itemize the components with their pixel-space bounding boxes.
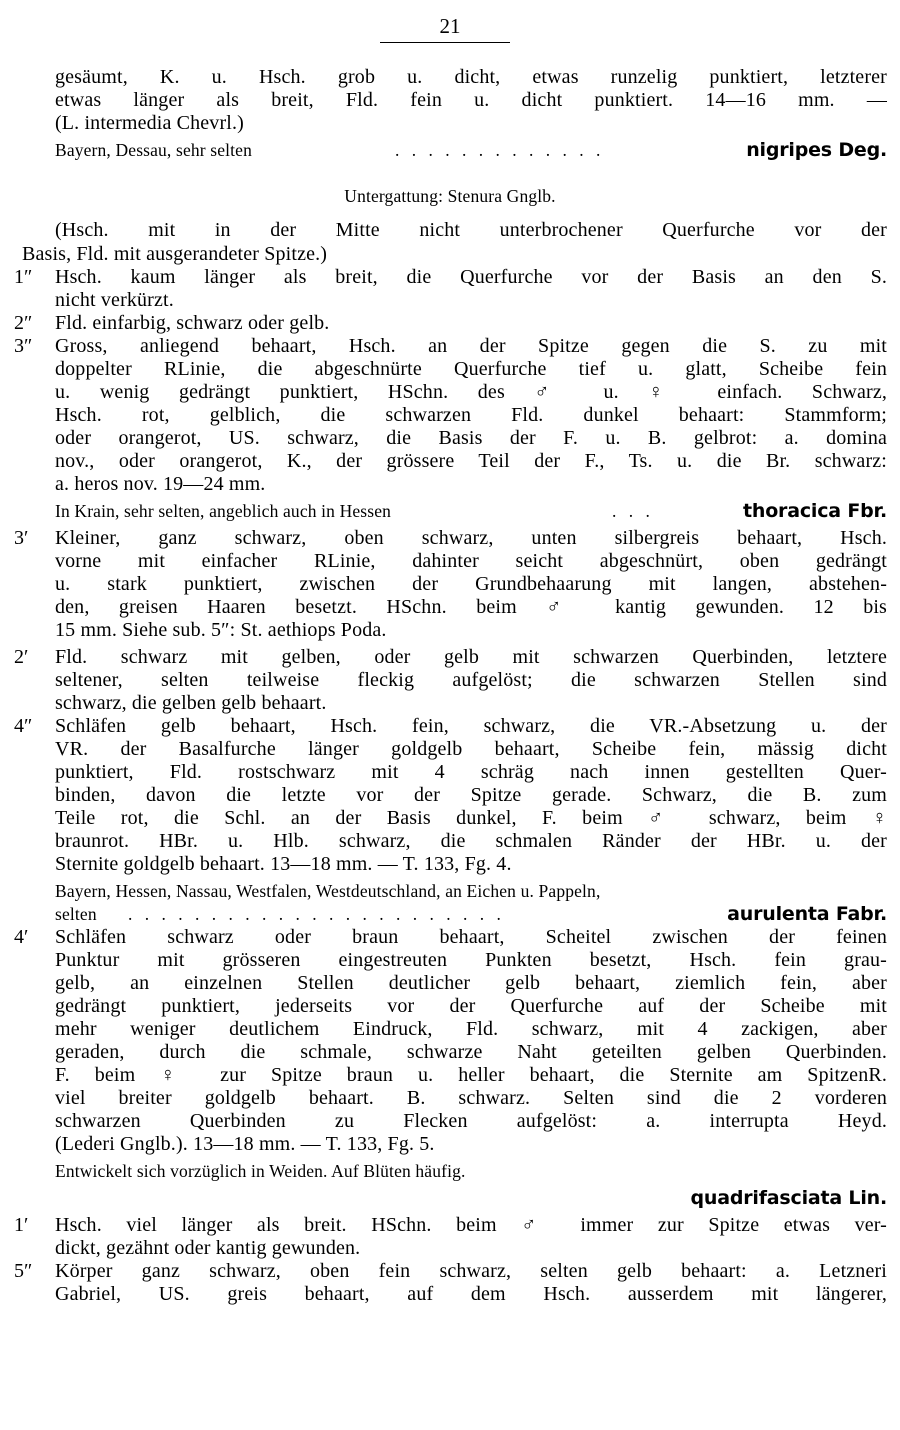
text-line: den, greisen Haaren besetzt. HSchn. beim ♂ kantig gewunden. 12 bis bbox=[55, 596, 887, 618]
text-line: schwarzen Querbinden zu Flecken aufgelöst: a. interrupta Heyd. bbox=[55, 1110, 887, 1132]
text-line: gelb, an einzelnen Stellen deutlicher gelb behaart, ziemlich fein, aber bbox=[55, 972, 887, 994]
text-line: binden, davon die letzte vor der Spitze gerade. Schwarz, die B. zum bbox=[55, 784, 887, 806]
text-line: nov., oder orangerot, K., der grössere Teil der F., Ts. u. die Br. schwarz: bbox=[55, 450, 887, 472]
text-line: schwarz, die gelben gelb behaart. bbox=[55, 692, 327, 714]
text-line: (Hsch. mit in der Mitte nicht unterbrochener Querfurche vor der bbox=[55, 219, 887, 241]
text-line: u. wenig gedrängt punktiert, HSchn. des ♂ u. ♀ einfach. Schwarz, bbox=[55, 381, 887, 403]
text-line: Schläfen gelb behaart, Hsch. fein, schwarz, die VR.-Absetzung u. der bbox=[55, 715, 887, 737]
key-number: 3′ bbox=[14, 527, 29, 549]
key-number: 5″ bbox=[14, 1260, 33, 1282]
text-line: Hsch. rot, gelblich, die schwarzen Fld. dunkel behaart: Stammform; bbox=[55, 404, 887, 426]
header-rule bbox=[380, 42, 510, 43]
leader-dots: . . . . . . . . . . . . . bbox=[395, 140, 605, 160]
text-line: VR. der Basalfurche länger goldgelb behaart, Scheibe fein, mässig dicht bbox=[55, 738, 887, 760]
text-line: Fld. einfarbig, schwarz oder gelb. bbox=[55, 312, 330, 334]
text-line: geraden, durch die schmale, schwarze Naht geteilten gelben Querbinden. bbox=[55, 1041, 887, 1063]
text-line: Punktur mit grösseren eingestreuten Punkten besetzt, Hsch. fein grau- bbox=[55, 949, 887, 971]
text-line: dickt, gezähnt oder kantig gewunden. bbox=[55, 1237, 361, 1259]
text-line: Fld. schwarz mit gelben, oder gelb mit schwarzen Querbinden, letztere bbox=[55, 646, 887, 668]
key-number: 1″ bbox=[14, 266, 33, 288]
subgenus-heading: Untergattung: Stenura Gnglb. bbox=[344, 186, 556, 206]
key-number: 2′ bbox=[14, 646, 29, 668]
text-line: Schläfen schwarz oder braun behaart, Scheitel zwischen der feinen bbox=[55, 926, 887, 948]
text-line: Gabriel, US. greis behaart, auf dem Hsch. ausserdem mit längerer, bbox=[55, 1283, 887, 1305]
text-line: 15 mm. Siehe sub. 5″: St. aethiops Poda. bbox=[55, 619, 387, 641]
text-line: seltener, selten teilweise fleckig aufgelöst; die schwarzen Stellen sind bbox=[55, 669, 887, 691]
text-line: nicht verkürzt. bbox=[55, 289, 174, 311]
text-line: Bayern, Hessen, Nassau, Westfalen, Westdeutschland, an Eichen u. Pappeln, bbox=[55, 881, 601, 901]
leader-dots: . . . . . . . . . . . . . . . . . . . . . . . bbox=[128, 904, 505, 924]
key-number: 3″ bbox=[14, 335, 33, 357]
text-line: Sternite goldgelb behaart. 13—18 mm. — T. 133, Fg. 4. bbox=[55, 853, 512, 875]
text-line: Bayern, Dessau, sehr selten bbox=[55, 140, 252, 160]
text-line: gedrängt punktiert, jederseits vor der Querfurche auf der Scheibe mit bbox=[55, 995, 887, 1017]
text-line: a. heros nov. 19—24 mm. bbox=[55, 473, 266, 495]
text-line: Basis, Fld. mit ausgerandeter Spitze.) bbox=[22, 243, 328, 265]
species-name: thoracica Fbr. bbox=[743, 500, 887, 522]
species-name: aurulenta Fabr. bbox=[727, 903, 887, 925]
text-line: (L. intermedia Chevrl.) bbox=[55, 112, 244, 134]
key-number: 2″ bbox=[14, 312, 33, 334]
page-number: 21 bbox=[439, 14, 461, 38]
text-line: selten bbox=[55, 904, 97, 924]
text-line: doppelter RLinie, die abgeschnürte Querfurche tief u. glatt, Scheibe fein bbox=[55, 358, 887, 380]
text-line: Kleiner, ganz schwarz, oben schwarz, unten silbergreis behaart, Hsch. bbox=[55, 527, 887, 549]
text-line: Entwickelt sich vorzüglich in Weiden. Auf Blüten häufig. bbox=[55, 1161, 466, 1181]
text-line: Hsch. kaum länger als breit, die Querfurche vor der Basis an den S. bbox=[55, 266, 887, 288]
text-line: braunrot. HBr. u. Hlb. schwarz, die schmalen Ränder der HBr. u. der bbox=[55, 830, 887, 852]
text-line: gesäumt, K. u. Hsch. grob u. dicht, etwas runzelig punktiert, letzterer bbox=[55, 66, 887, 88]
text-line: Teile rot, die Schl. an der Basis dunkel, F. beim ♂ schwarz, beim ♀ bbox=[55, 807, 887, 829]
text-line: etwas länger als breit, Fld. fein u. dicht punktiert. 14—16 mm. — bbox=[55, 89, 887, 111]
text-line: u. stark punktiert, zwischen der Grundbehaarung mit langen, abstehen- bbox=[55, 573, 887, 595]
key-number: 4′ bbox=[14, 926, 29, 948]
text-line: Hsch. viel länger als breit. HSchn. beim ♂ immer zur Spitze etwas ver- bbox=[55, 1214, 887, 1236]
text-line: (Lederi Gnglb.). 13—18 mm. — T. 133, Fg. 5. bbox=[55, 1133, 435, 1155]
text-line: vorne mit einfacher RLinie, dahinter seicht abgeschnürt, oben gedrängt bbox=[55, 550, 887, 572]
key-number: 1′ bbox=[14, 1214, 29, 1236]
text-line: punktiert, Fld. rostschwarz mit 4 schräg nach innen gestellten Quer- bbox=[55, 761, 887, 783]
text-line: mehr weniger deutlichem Eindruck, Fld. schwarz, mit 4 zackigen, aber bbox=[55, 1018, 887, 1040]
species-name: nigripes Deg. bbox=[746, 139, 887, 161]
text-line: F. beim ♀ zur Spitze braun u. heller behaart, die Sternite am SpitzenR. bbox=[55, 1064, 887, 1086]
text-line: viel breiter goldgelb behaart. B. schwarz. Selten sind die 2 vorderen bbox=[55, 1087, 887, 1109]
text-line: Gross, anliegend behaart, Hsch. an der Spitze gegen die S. zu mit bbox=[55, 335, 887, 357]
leader-dots: . . . bbox=[612, 501, 654, 521]
species-name: quadrifasciata Lin. bbox=[690, 1187, 887, 1209]
text-line: In Krain, sehr selten, angeblich auch in Hessen bbox=[55, 501, 392, 521]
text-line: Körper ganz schwarz, oben fein schwarz, selten gelb behaart: a. Letzneri bbox=[55, 1260, 887, 1282]
text-line: oder orangerot, US. schwarz, die Basis der F. u. B. gelbrot: a. domina bbox=[55, 427, 887, 449]
key-number: 4″ bbox=[14, 715, 33, 737]
